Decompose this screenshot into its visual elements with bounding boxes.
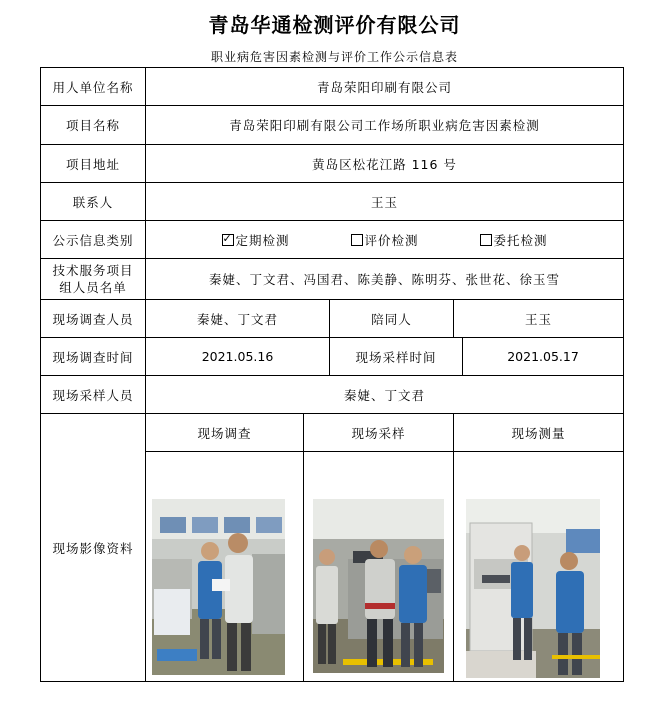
option-periodic-label: 定期检测 xyxy=(235,232,290,248)
sampling-date-value: 2021.05.17 xyxy=(463,338,624,376)
survey-staff-label: 现场调查人员 xyxy=(41,300,146,338)
option-evaluation[interactable] xyxy=(351,231,419,249)
form-title: 职业病危害因素检测与评价工作公示信息表 xyxy=(210,50,458,64)
survey-date-value: 2021.05.16 xyxy=(146,338,330,376)
images-label: 现场影像资料 xyxy=(41,414,146,682)
contact-label: 联系人 xyxy=(41,183,146,221)
employer-value: 青岛荣阳印刷有限公司 xyxy=(146,68,624,106)
project-name-value: 青岛荣阳印刷有限公司工作场所职业病危害因素检测 xyxy=(146,106,624,145)
escort-label: 陪同人 xyxy=(330,300,454,338)
checkbox-empty-icon[interactable] xyxy=(480,234,492,246)
row-dates xyxy=(41,338,624,376)
survey-staff-value: 秦婕、丁文君 xyxy=(146,300,330,338)
row-survey-staff xyxy=(41,300,624,338)
sampling-date-label: 现场采样时间 xyxy=(330,338,463,376)
row-image-headers xyxy=(41,414,624,452)
team-value: 秦婕、丁文君、冯国君、陈美静、陈明芬、张世花、徐玉雪 xyxy=(146,259,624,300)
option-periodic[interactable] xyxy=(222,231,290,249)
sampling-staff-label: 现场采样人员 xyxy=(41,376,146,414)
category-options xyxy=(146,221,624,259)
survey-photo xyxy=(152,499,285,675)
project-name-label: 项目名称 xyxy=(41,106,146,145)
row-sampling-staff xyxy=(41,376,624,414)
company-name: 青岛华通检测评价有限公司 xyxy=(208,13,461,37)
row-category xyxy=(41,221,624,259)
image-header-sampling: 现场采样 xyxy=(304,414,454,452)
option-commissioned-label: 委托检测 xyxy=(493,232,548,248)
row-team xyxy=(41,259,624,300)
row-contact xyxy=(41,183,624,221)
photo-cell-sampling xyxy=(304,452,454,682)
checkbox-empty-icon[interactable] xyxy=(351,234,363,246)
checkbox-checked-icon[interactable]: ✓ xyxy=(222,231,233,245)
team-label-line1: 技术服务项目 xyxy=(52,263,134,278)
project-address-value: 黄岛区松花江路 116 号 xyxy=(146,145,624,183)
disclosure-table xyxy=(40,67,624,682)
project-address-label: 项目地址 xyxy=(41,145,146,183)
sampling-staff-value: 秦婕、丁文君 xyxy=(146,376,624,414)
option-commissioned[interactable] xyxy=(480,231,548,249)
image-header-survey: 现场调查 xyxy=(146,414,304,452)
image-header-measurement: 现场测量 xyxy=(454,414,624,452)
option-evaluation-label: 评价检测 xyxy=(364,232,419,248)
sampling-photo xyxy=(313,499,444,673)
survey-date-label: 现场调查时间 xyxy=(41,338,146,376)
contact-value: 王玉 xyxy=(146,183,624,221)
row-project-name xyxy=(41,106,624,145)
team-label-line2: 组人员名单 xyxy=(59,280,127,295)
measurement-photo xyxy=(466,499,600,678)
team-label xyxy=(41,259,146,300)
row-employer xyxy=(41,68,624,106)
escort-value: 王玉 xyxy=(454,300,624,338)
photo-cell-measurement xyxy=(454,452,624,682)
photo-cell-survey xyxy=(146,452,304,682)
employer-label: 用人单位名称 xyxy=(41,68,146,106)
category-label: 公示信息类别 xyxy=(41,221,146,259)
row-project-address xyxy=(41,145,624,183)
